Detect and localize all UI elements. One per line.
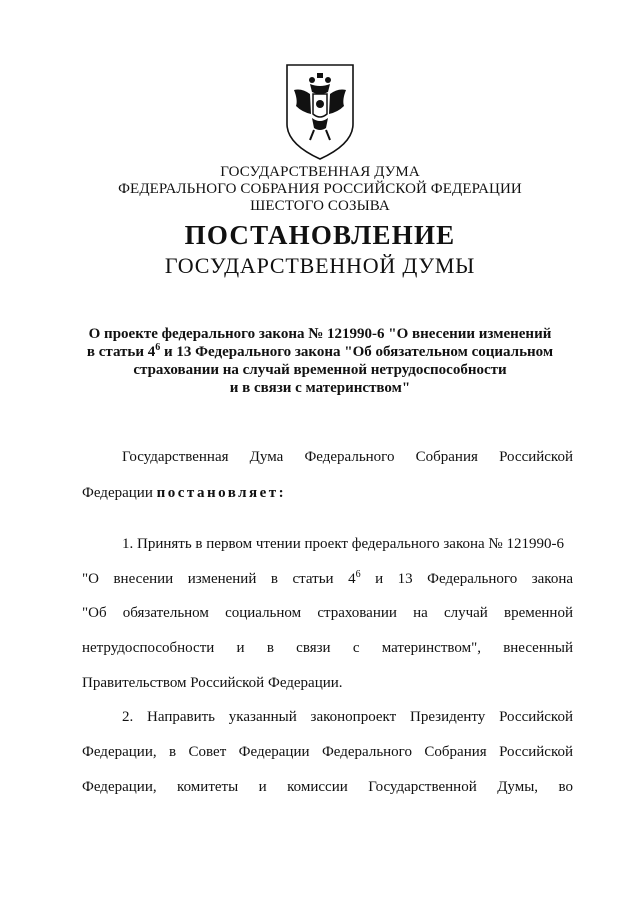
subject-line3: страховании на случай временной нетрудоспособности: [133, 362, 507, 378]
p1-line1: 1. Принять в первом чтении проект федерального закона № 121990-6: [122, 536, 564, 552]
p2-line1: 2. Направить указанный законопроект Президенту Российской: [122, 709, 573, 725]
org-name-line2: ФЕДЕРАЛЬНОГО СОБРАНИЯ РОССИЙСКОЙ ФЕДЕРАЦИИ: [118, 181, 522, 197]
subject-line2: в статьи $4^6$ и 13 Федерального закона "Об обязательном социальном: [86, 342, 554, 360]
subject-line4: и в связи с материнством": [229, 380, 411, 396]
document-title: ПОСТАНОВЛЕНИЕ: [184, 220, 456, 250]
convocation-line: ШЕСТОГО СОЗЫВА: [250, 198, 390, 214]
document-subtitle: ГОСУДАРСТВЕННОЙ ДУМЫ: [164, 253, 476, 278]
intro-line1: Государственная Дума Федерального Собрания Российской: [122, 449, 573, 465]
subject-heading: [70, 325, 570, 397]
subject-line1: О проекте федерального закона № 121990-6 "О внесении изменений: [88, 326, 552, 342]
coat-of-arms-icon: [284, 62, 356, 162]
resolves-word: постановляет:: [156, 485, 287, 501]
p1-line2: "О внесении изменений в статьи $4^6$ и 13 Федерального закона: [82, 569, 573, 587]
intro-line2: Федерации постановляет:: [82, 485, 287, 501]
p2-line3: Федерации, комитеты и комиссии Государственной Думы, во: [82, 779, 573, 795]
p2-line2: Федерации, в Совет Федерации Федерального Собрания Российской: [82, 744, 573, 760]
p1-line4: нетрудоспособности и в связи с материнством", внесенный: [82, 640, 573, 656]
p1-line5: Правительством Российской Федерации.: [82, 675, 343, 691]
p1-line3: "Об обязательном социальном страховании на случай временной: [82, 605, 573, 621]
org-name-line1: ГОСУДАРСТВЕННАЯ ДУМА: [220, 164, 420, 180]
